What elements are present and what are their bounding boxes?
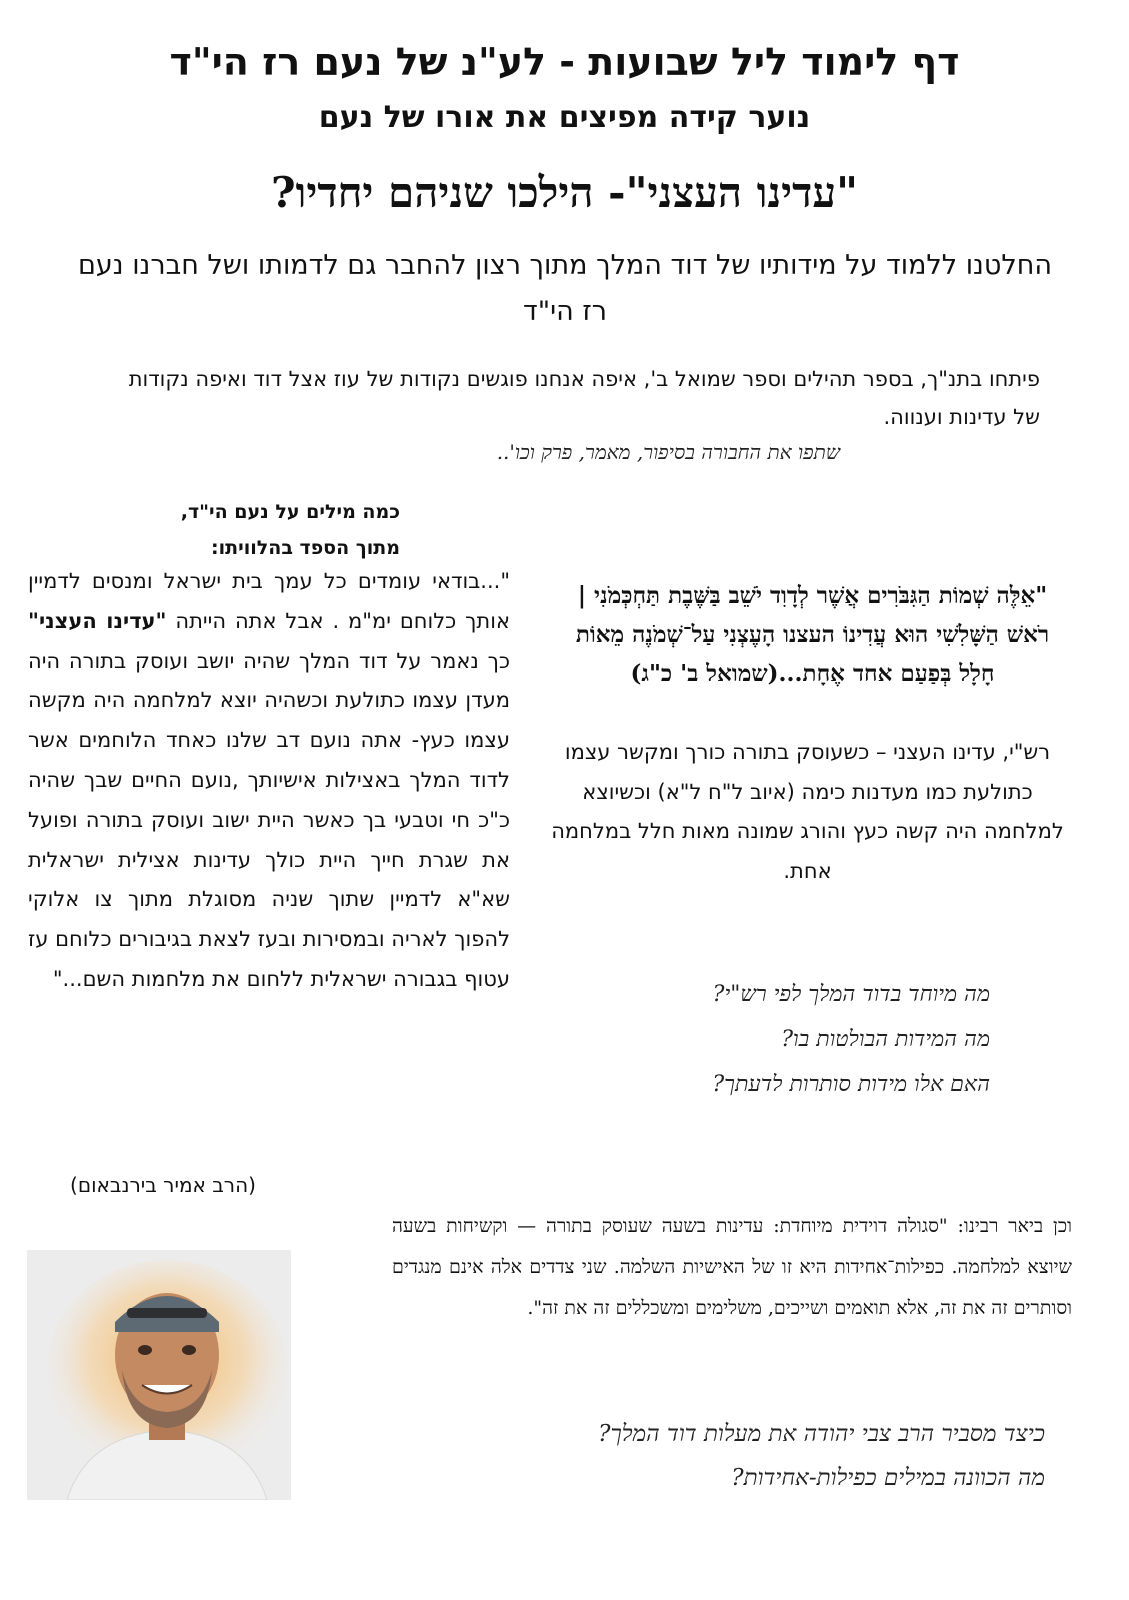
questions-block-2 bbox=[420, 1412, 1045, 1500]
verse-quote: "אֵלֶּה שְׁמוֹת הַגִּבֹּרִים אֲשֶׁר לְדָוִד יֹשֵׁב בַּשֶּׁבֶת תַּחְכְּמֹנִי | רֹאשׁ הַשָּׁלִשִׁי הוּא עֲדִינוֹ העצנו הָעֶצְנִי עַל־שְׁמֹנֶה מֵאוֹת חָלָל בְּפַעַם אחד אֶחָת...(שמואל ב' כ"ג) bbox=[575, 582, 1050, 687]
memorial-portrait bbox=[27, 1250, 291, 1500]
page-subtitle: נוער קידה מפיצים את אורו של נעם bbox=[318, 100, 811, 135]
rashi-commentary: רש"י, עדינו העצני – כשעוסק בתורה כורך ומקשר עצמו כתולעת כמו מעדנות כימה (איוב ל"ח ל"א) וכשיוצא למלחמה היה קשה כעץ והורג שמונה מאות חלל במלחמה אחת. bbox=[551, 740, 1064, 883]
question-item: כיצד מסביר הרב צבי יהודה את מעלות דוד המלך? bbox=[598, 1421, 1045, 1447]
question-item: מה המידות הבולטות בו? bbox=[781, 1027, 990, 1052]
eulogy-highlight: "עדינו העצני" bbox=[28, 608, 167, 633]
eulogy-source: (הרב אמיר בירנבאום) bbox=[70, 1173, 256, 1197]
eulogy-text-part1: "...בודאי עומדים כל עמך בית ישראל ומנסים לדמיין אותך כלוחם ימ"מ . אבל אתה הייתה bbox=[28, 569, 510, 633]
rav-commentary: וכן ביאר רבינו: "סגולה דוידית מיוחדת: עדינות בשעה שעוסק בתורה — וקשיחות בשעה שיוצא למלחמה. כפילות־אחידות היא זו של האישיות השלמה. שני צדדים אלה אינם מנגדים וסותרים זה את זה, אלא תואמים ושייכים, משלימים ומשכללים זה את זה". bbox=[392, 1215, 1072, 1319]
portrait-illustration bbox=[27, 1250, 291, 1500]
intro-paragraph: החלטנו ללמוד על מידותיו של דוד המלך מתוך רצון להחבר גם לדמותו ושל חברנו נעם רז הי"ד bbox=[77, 250, 1052, 327]
opening-instructions: פיתחו בתנ"ך, בספר תהילים וספר שמואל ב', איפה אנחנו פוגשים נקודות של עוז אצל דוד ואיפה נקודות של עדינות וענווה. bbox=[128, 367, 1040, 429]
eulogy-text-part2: כך נאמר על דוד המלך שהיה יושב ועוסק בתורה היה מעדן עצמו כתולעת וכשהיה יוצא למלחמה היה מקשה עצמו כעץ- אתה נועם דב שלנו כאחד הלוחמים אשר לדוד המלך באצילות אישיותך ,נועם החיים שבך שהיה כ"כ חי וטבעי בך כאשר היית ישוב ועוסק בתורה ופועל את שגרת חייך היית כולך עדינות אצילית ישראלית שא"א לדמיין שתוך שניה מסוגלת מתוך צו אלוקי להפוך לאריה ובמסירות ובעז לצאת בגיבורים כלוחם עז עטוף בגבורה ישראלית ללחום את מלחמות השם..." bbox=[28, 648, 510, 991]
question-item: האם אלו מידות סותרות לדעתך? bbox=[712, 1072, 990, 1097]
eulogy-text bbox=[28, 562, 510, 1000]
question-item: מה מיוחד בדוד המלך לפי רש"י? bbox=[712, 982, 990, 1007]
eulogy-heading bbox=[130, 494, 400, 566]
eulogy-heading-line2: מתוך הספד בהלוויתו: bbox=[211, 537, 400, 559]
share-note: שתפו את החבורה בסיפור, מאמר, פרק וכו'.. bbox=[496, 440, 840, 464]
eulogy-heading-line1: כמה מילים על נעם הי"ד, bbox=[180, 501, 400, 523]
main-heading: "עדינו העצני"- הילכו שניהם יחדיו? bbox=[271, 168, 858, 217]
questions-block-1 bbox=[620, 972, 990, 1107]
page-title: דף לימוד ליל שבועות - לע"נ של נעם רז הי"ד bbox=[169, 40, 960, 84]
question-item: מה הכוונה במילים כפילות-אחידות? bbox=[731, 1465, 1045, 1491]
